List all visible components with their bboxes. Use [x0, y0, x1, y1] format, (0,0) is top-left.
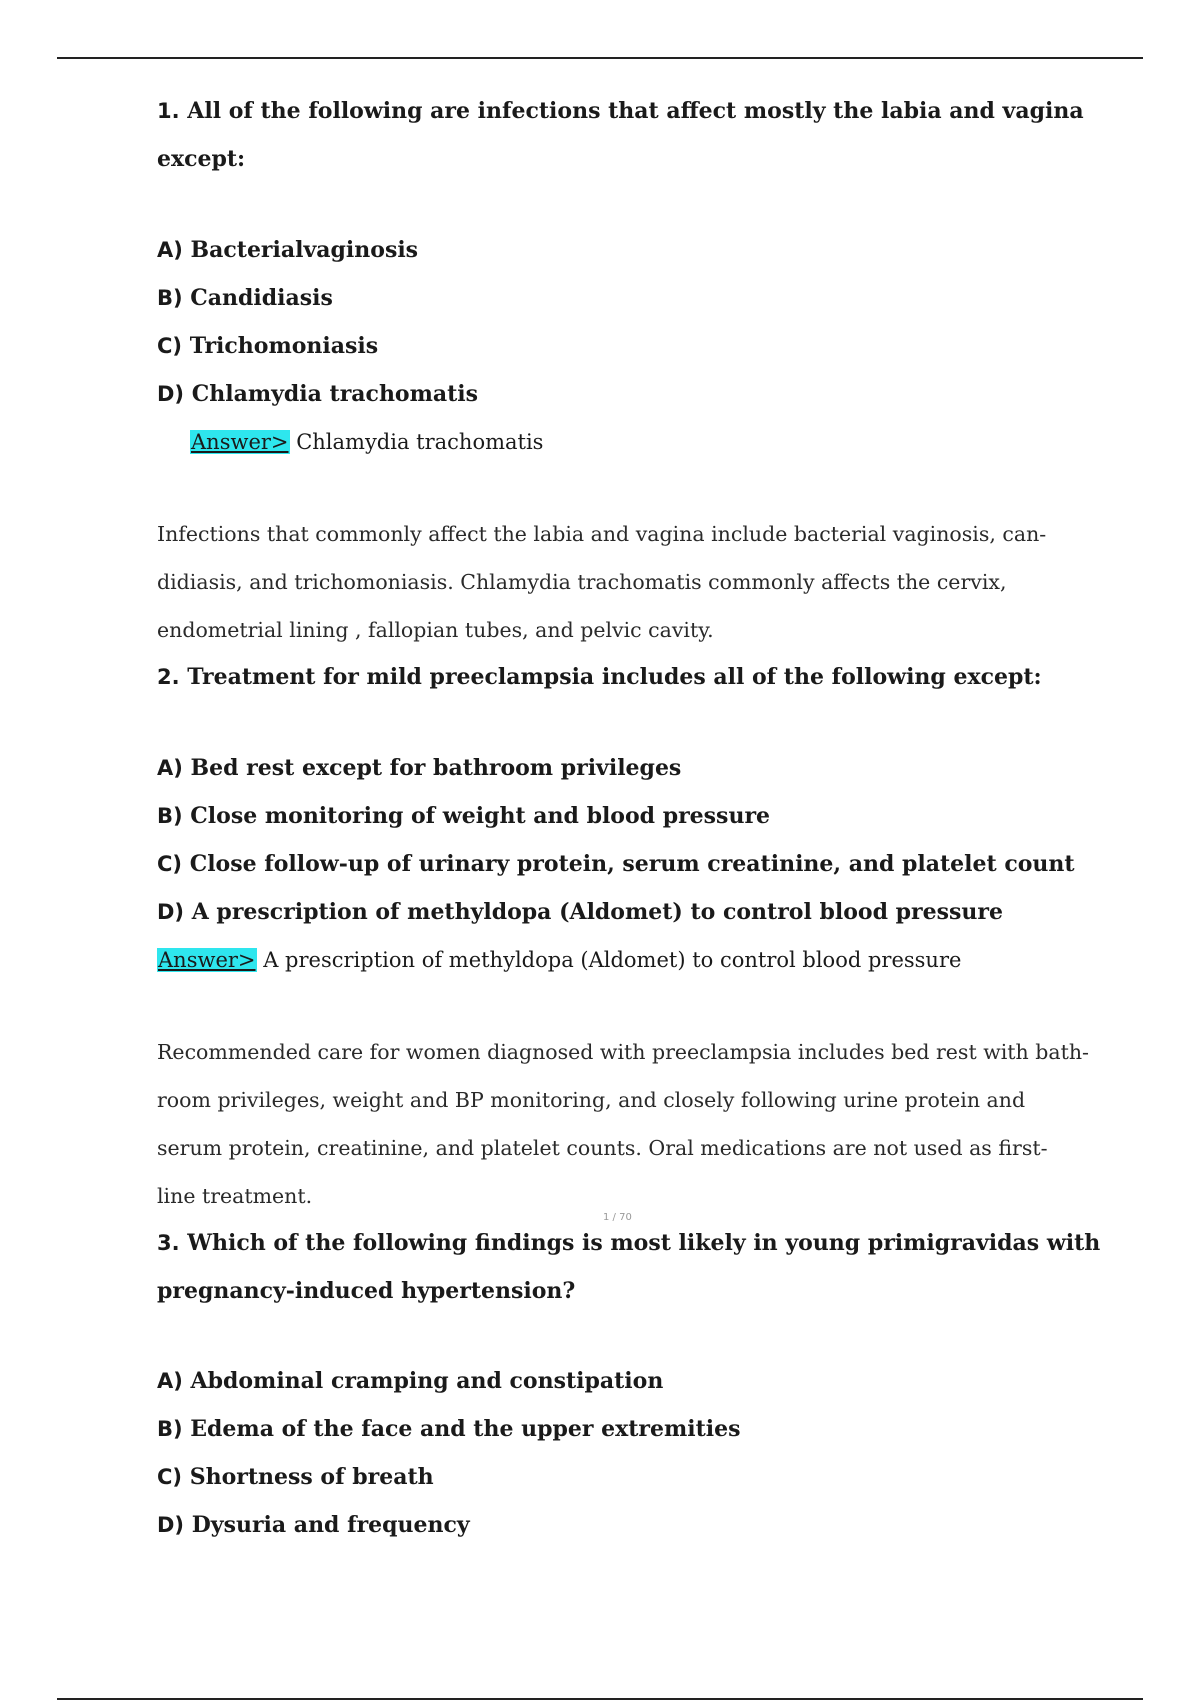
question-1-option-c: C) Trichomoniasis: [157, 333, 379, 359]
question-1-number: 1.: [157, 99, 180, 123]
question-3-stem-line-1: 3. Which of the following findings is most likely in young primigravidas with: [157, 1230, 1101, 1256]
question-2-explanation-line-2: room privileges, weight and BP monitoring, and closely following urine protein and: [157, 1088, 1026, 1112]
question-1-stem-line-1: 1. All of the following are infections that affect mostly the labia and vagina: [157, 98, 1084, 124]
question-2-option-d: D) A prescription of methyldopa (Aldomet) to control blood pressure: [157, 899, 1003, 925]
question-2-explanation-line-4: line treatment.: [157, 1184, 313, 1208]
question-3-option-c: C) Shortness of breath: [157, 1464, 434, 1490]
page-number: 1 / 70: [603, 1212, 632, 1223]
question-2-option-b: B) Close monitoring of weight and blood pressure: [157, 803, 771, 829]
question-2-number: 2.: [157, 665, 180, 689]
question-1-option-b: B) Candidiasis: [157, 285, 333, 311]
question-1-explanation-line-2: didiasis, and trichomoniasis. Chlamydia trachomatis commonly affects the cervix,: [157, 570, 1007, 594]
question-1-option-d: D) Chlamydia trachomatis: [157, 381, 479, 407]
question-3-option-a: A) Abdominal cramping and constipation: [157, 1368, 664, 1394]
question-3-option-b: B) Edema of the face and the upper extremities: [157, 1416, 741, 1442]
question-2-explanation-line-1: Recommended care for women diagnosed with preeclampsia includes bed rest with bath-: [157, 1040, 1089, 1064]
question-3-stem-line-2: pregnancy-induced hypertension?: [157, 1278, 576, 1304]
answer-highlight-label: Answer>: [158, 948, 256, 972]
answer-highlight-label: Answer>: [191, 430, 289, 454]
question-1-option-a: A) Bacterialvaginosis: [157, 237, 419, 263]
question-1-explanation-line-1: Infections that commonly affect the labia and vagina include bacterial vaginosis, can-: [157, 522, 1047, 546]
question-2-answer: Answer> A prescription of methyldopa (Aldomet) to control blood pressure: [158, 948, 962, 972]
question-3-number: 3.: [157, 1231, 180, 1255]
question-1-stem-line-2: except:: [157, 146, 246, 172]
question-2-option-a: A) Bed rest except for bathroom privileges: [157, 755, 682, 781]
question-3-option-d: D) Dysuria and frequency: [157, 1512, 470, 1538]
question-2-stem-line-1: 2. Treatment for mild preeclampsia includes all of the following except:: [157, 664, 1042, 690]
question-2-explanation-line-3: serum protein, creatinine, and platelet counts. Oral medications are not used as first-: [157, 1136, 1048, 1160]
top-rule: [57, 57, 1143, 59]
question-2-option-c: C) Close follow-up of urinary protein, serum creatinine, and platelet count: [157, 851, 1075, 877]
question-1-explanation-line-3: endometrial lining , fallopian tubes, and pelvic cavity.: [157, 618, 714, 642]
question-1-answer: Answer> Chlamydia trachomatis: [191, 430, 544, 454]
